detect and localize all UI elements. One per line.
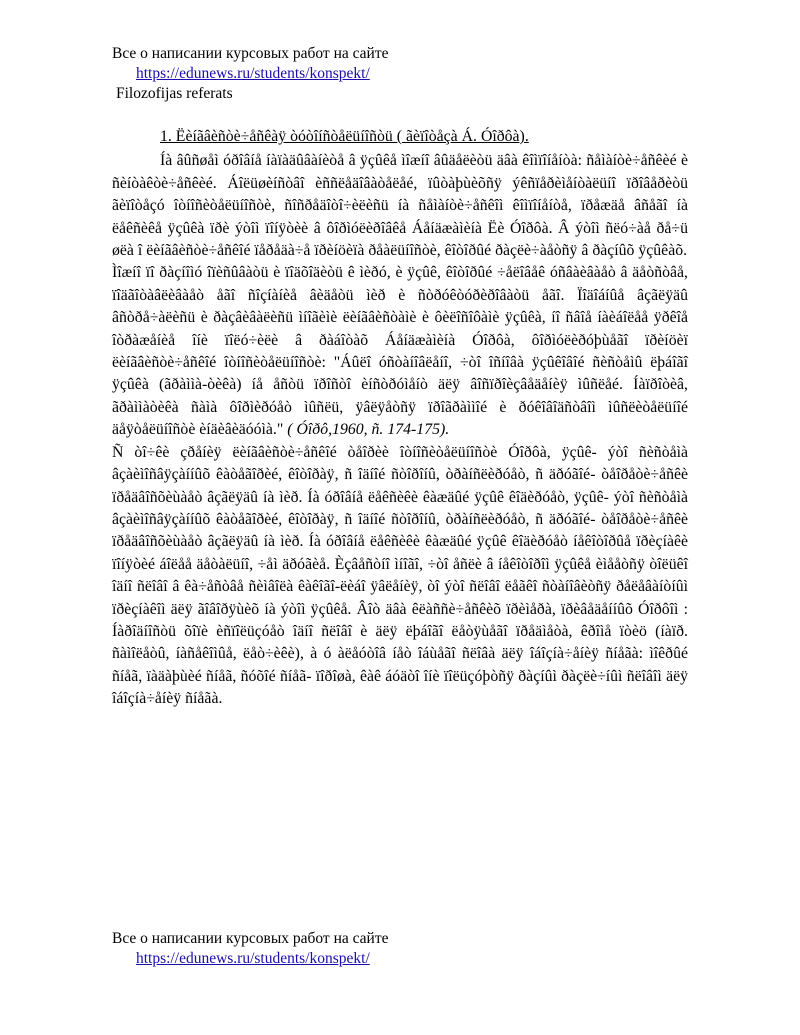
page-header: [112, 44, 389, 104]
paragraph-3: [112, 442, 688, 711]
footer-site-link[interactable]: https://edunews.ru/students/konspekt/: [136, 950, 370, 967]
paragraph-2: [112, 262, 688, 441]
page-footer: [112, 929, 389, 969]
header-site-link[interactable]: https://edunews.ru/students/konspekt/: [136, 65, 370, 82]
paragraph-1: [112, 150, 688, 262]
header-site-text: Все о написании курсовых работ на сайте: [112, 45, 389, 62]
paragraph-text: Ìîæíî ïî ðàçíîìó îïèñûâàòü è ïîäõîäèòü ê ìèðó, è ÿçûê, êîòîðûé ÷åëîâåê óñâàèâàåò â äåòñòâå, ïîäãîòàâëèâàåò åãî ñîçíàíèå âèäåòü ìèð è ñòðóêòóðèðîâàòü åãî. Ïîäîáíûå âçãëÿäû âñòðå÷àëèñü è ðàçâèâàëèñü ìíîãèìè ëèíãâèñòàìè è ôèëîñîôàìè ÿçûêà, íî ñâîå íàèáîëåå ÿðêîå îòðàæåíèå îíè ïîëó÷èëè â ðàáîòàõ Áåíäæàìèíà Óîðôà, ôîðìóëèðóþùåãî ïðèíöèï ëèíãâèñòè÷åñêîé îòíîñèòåëüíîñòè: "Áûëî óñòàíîâëåíî, ÷òî îñíîâà ÿçûêîâîé ñèñòåìû ëþáîãî ÿçûêà (ãðàììà-òèêà) íå åñòü ïðîñòî èíñòðóìåíò äëÿ âîñïðîèçâåäåíèÿ ìûñëåé. Íàïðîòèâ, ãðàììàòèêà ñàìà ôîðìèðóåò ìûñëü, ÿâëÿåòñÿ ïðîãðàììîé è ðóêîâîäñòâîì ìûñëèòåëüíîé äåÿòåëüíîñòè èíäèâèäóóìà.": [112, 264, 688, 439]
section-heading: 1. Ëèíãâèñòè÷åñêàÿ òóòîíñòåëüíîñòü ( ãèïîòåçà Á. Óîðôà).: [160, 128, 529, 145]
citation: ( Óîðô,1960, ñ. 174-175).: [283, 421, 450, 439]
document-subtitle: Filozofijas referats: [116, 85, 233, 102]
paragraph-text: Íà âûñøåì óðîâíå íàïàäûâàíèòå â ÿçûêå ìîæíî âûäåëèòü äâà êîìïîíåíòà: ñåìàíòè÷åñêèé è ñèíòàêòè÷åñêèé. Áîëüøèíñòâî èññëåäîâàòåëåé, ïûòàþùèõñÿ ýêñïåðèìåíòàëüíî ïðîâåðèòü ãèïîòåçó îòíîñèòåëüíîñòè, ñîñðåäîòî÷èëèñü íà ñåìàíòè÷åñêîì êîìïîíåíòå, ïðåæäå âñåãî íà ëåêñèêå ÿçûêà ïðè ýòîì ïîíÿòèè â ôîðìóëèðîâêå Áåíäæàìèíà Ëè Óîðôà. Â ýòîì ñëó÷àå ðå÷ü øëà î ëèíãâèñòè÷åñêîé ïåðåäà÷å ïðèíöèïà ðåàëüíîñòè, êîòîðûé ðàçëè÷àåòñÿ â ðàçíûõ ÿçûêàõ.: [112, 152, 688, 260]
footer-site-text: Все о написании курсовых работ на сайте: [112, 930, 389, 947]
paragraph-text: Ñ òî÷êè çðåíèÿ ëèíãâèñòè÷åñêîé òåîðèè îòíîñèòåëüíîñòè Óîðôà, ÿçûê- ýòî ñèñòåìà âçàèìîñâÿçàííûõ êàòåãîðèé, êîòîðàÿ, ñ îäíîé ñòîðîíû, òðàíñëèðóåò, ñ äðóãîé- òåîðåòè÷åñêè ïðåäâîñõèùàåò âçãëÿäû íà ìèð. Íà óðîâíå ëåêñèêè êàæäûé ÿçûê êîäèðóåò, ÿçûê- ýòî ñèñòåìà âçàèìîñâÿçàííûõ êàòåãîðèé, êîòîðàÿ, ñ îäíîé ñòîðîíû, òðàíñëèðóåò, ñ äðóãîé- òåîðåòè÷åñêè ïðåäâîñõèùàåò âçãëÿäû íà ìèð. Íà óðîâíå ëåêñèêè êàæäûé ÿçûê êîäèðóåò íåêîòîðûå ïðèçíàêè ïîíÿòèé áîëåå äåòàëüíî, ÷åì äðóãèå. Èçâåñòíî ìíîãî, ÷òî åñëè â íåêîòîðîì ÿçûêå èìååòñÿ òîëüêî îäíî ñëîâî â êà÷åñòâå ñèìâîëà êàêîãî-ëèáî ÿâëåíèÿ, òî ýòî ñëîâî ëåãêî ñòàíîâèòñÿ ðåëåâàíòíûì ïðèçíàêîì äëÿ ãîâîðÿùèõ íà ýòîì ÿçûêå. Âîò äâà êëàññè÷åñêèõ ïðèìåðà, ïðèâåäåííûõ Óîðôîì : Íàðîäíîñòü õîïè èñïîëüçóåò îäíî ñëîâî è äëÿ ëþáîãî ëåòÿùåãî ïðåäìåòà, êðîìå ïòèö (íàïð. ñàìîëåòû, íàñåêîìûå, ëåò÷èêè), à ó àëåóòîâ íåò îáùåãî ñëîâà äëÿ îáîçíà÷åíèÿ ñíåãà: ìîêðûé ñíåã, ïàäàþùèé ñíåã, ñóõîé ñíåã- ïîðîøà, êàê áóäòî îíè ïîëüçóþòñÿ ðàçíûì ðàçëè÷íûì ñëîâîì äëÿ îáîçíà÷åíèÿ ñíåãà.: [112, 443, 688, 708]
document-body: [112, 126, 688, 711]
